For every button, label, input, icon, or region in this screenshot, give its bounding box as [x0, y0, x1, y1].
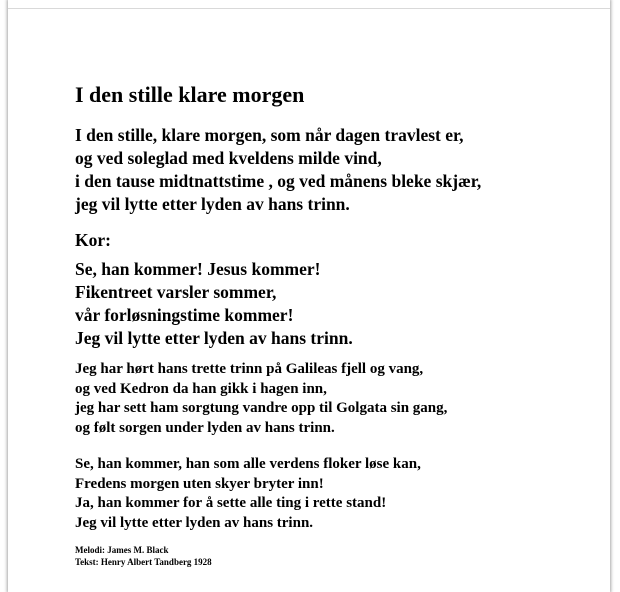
document-page: [8, 0, 610, 592]
melody-credit: Melodi: James M. Black: [75, 545, 169, 555]
chorus-line-1: Se, han kommer! Jesus kommer!: [75, 259, 321, 279]
verse-2-line-1: Jeg har hørt hans trette trinn på Galileas fjell og vang,: [75, 361, 424, 377]
verse-2-line-3: jeg har sett ham sorgtung vandre opp til Golgata sin gang,: [75, 400, 448, 416]
verse-3-line-4: Jeg vil lytte etter lyden av hans trinn.: [75, 514, 314, 531]
verse-1-line-3: i den tause midtnattstime , og ved månens bleke skjær,: [75, 171, 482, 191]
verse-2-line-4: og følt sorgen under lyden av hans trinn.: [75, 419, 335, 436]
verse-2-line-2: og ved Kedron da han gikk i hagen inn,: [75, 380, 327, 397]
song-title: I den stille klare morgen: [75, 82, 305, 107]
chorus-line-2: Fikentreet varsler sommer,: [75, 282, 277, 302]
chorus-line-4: Jeg vil lytte etter lyden av hans trinn.: [75, 328, 353, 348]
verse-3-line-2: Fredens morgen uten skyer bryter inn!: [75, 475, 324, 492]
verse-3: [75, 455, 421, 533]
verse-1: [75, 124, 481, 216]
verse-1-line-2: og ved soleglad med kveldens milde vind,: [75, 148, 382, 168]
chorus: [75, 258, 353, 350]
verse-2: [75, 360, 447, 438]
chorus-label: Kor:: [75, 230, 111, 250]
verse-1-line-1: I den stille, klare morgen, som når dagen travlest er,: [75, 125, 464, 145]
verse-1-line-4: jeg vil lytte etter lyden av hans trinn.: [75, 194, 350, 214]
text-credit: Tekst: Henry Albert Tandberg 1928: [75, 557, 212, 567]
verse-3-line-3: Ja, han kommer for å sette alle ting i rette stand!: [75, 495, 387, 511]
credits: [75, 544, 212, 568]
chorus-line-3: vår forløsningstime kommer!: [75, 305, 294, 325]
verse-3-line-1: Se, han kommer, han som alle verdens floker løse kan,: [75, 456, 421, 472]
page-top-edge: [8, 0, 610, 9]
